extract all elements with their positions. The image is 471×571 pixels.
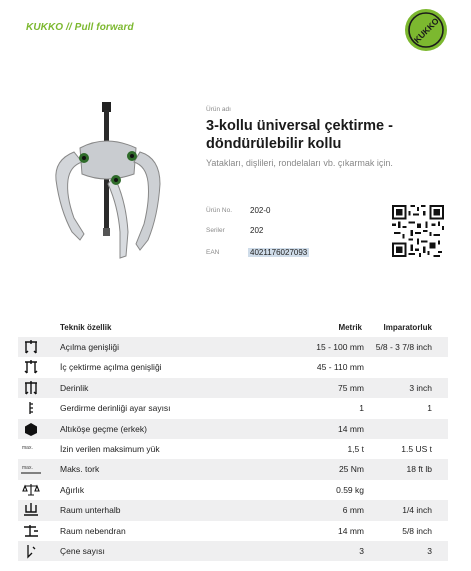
table-row [18, 357, 448, 377]
max-torque-icon: max. [22, 465, 33, 472]
space-beside-icon [22, 523, 40, 539]
spec-imperial: 3 [427, 545, 432, 556]
spec-metric: 0.59 kg [336, 484, 364, 495]
header-feature: Teknik özellik [60, 323, 112, 332]
spec-table-header [18, 319, 448, 337]
table-row [18, 541, 448, 561]
product-title: 3-kollu üniversal çektirme - döndürülebilir kollu [206, 118, 393, 152]
spec-metric: 3 [359, 545, 364, 556]
table-row [18, 439, 448, 459]
spec-metric: 6 mm [342, 505, 364, 516]
spec-metric: 45 - 110 mm [316, 362, 364, 373]
spec-name: Gerdirme derinliği ayar sayısı [60, 403, 171, 414]
series-label: Seriler [206, 227, 225, 234]
product-number-label: Ürün No. [206, 207, 233, 214]
product-name-label: Ürün adı [206, 106, 231, 113]
spec-name: İç çektirme açılma genişliği [60, 362, 162, 373]
scale-icon [22, 482, 40, 498]
spec-metric: 1,5 t [347, 443, 364, 454]
header-imperial: Imparatorluk [383, 323, 432, 332]
spec-imperial: 1 [427, 403, 432, 414]
spec-metric: 14 mm [338, 423, 364, 434]
ean-value: 4021176027093 [250, 248, 308, 257]
spec-imperial: 5/8 inch [402, 525, 432, 536]
jaw-count-icon [22, 543, 40, 559]
series-value: 202 [250, 226, 264, 235]
table-row [18, 459, 448, 479]
table-row [18, 337, 448, 357]
spec-imperial: 3 inch [409, 382, 432, 393]
spec-imperial: 1/4 inch [402, 505, 432, 516]
depth-adjust-icon [22, 400, 40, 416]
logo-text: KUKKO [411, 15, 441, 45]
hex-nut-icon [22, 421, 40, 437]
space-below-icon [22, 502, 40, 518]
spec-name: Altıköşe geçme (erkek) [60, 423, 147, 434]
table-row [18, 378, 448, 398]
spec-metric: 15 - 100 mm [316, 342, 364, 352]
spec-name: Derinlik [60, 382, 89, 393]
torque-line-icon [21, 471, 41, 475]
spec-imperial: 5/8 - 3 7/8 inch [375, 342, 432, 352]
inner-opening-icon [22, 359, 40, 375]
spec-name: Raum nebendran [60, 525, 126, 536]
table-row [18, 480, 448, 500]
spec-name: İzin verilen maksimum yük [60, 443, 160, 454]
table-row [18, 500, 448, 520]
spec-name: Maks. tork [60, 464, 100, 475]
max-load-icon: max. [22, 444, 33, 451]
spec-metric: 1 [359, 403, 364, 414]
header-metric: Metrik [338, 323, 362, 332]
spec-name: Çene sayısı [60, 545, 105, 556]
spec-name: Açılma genişliği [60, 342, 120, 352]
spec-table [18, 319, 448, 561]
product-subtitle: Yatakları, dişlileri, rondelaları vb. çıkarmak için. [206, 158, 393, 168]
spec-imperial: 18 ft lb [406, 464, 432, 475]
spec-metric: 25 Nm [338, 464, 364, 475]
product-number-value: 202-0 [250, 206, 271, 215]
table-row [18, 419, 448, 439]
depth-icon [22, 380, 40, 396]
table-row [18, 521, 448, 541]
spec-metric: 75 mm [338, 382, 364, 393]
spec-imperial: 1.5 US t [401, 443, 432, 454]
qr-code [392, 205, 444, 257]
spec-metric: 14 mm [338, 525, 364, 536]
brand-tagline: KUKKO // Pull forward [26, 22, 134, 33]
table-row [18, 398, 448, 418]
puller-product-image [44, 100, 172, 260]
spec-name: Raum unterhalb [60, 505, 121, 516]
spec-name: Ağırlık [60, 484, 85, 495]
jaw-opening-icon [22, 339, 40, 355]
ean-label: EAN [206, 249, 220, 256]
kukko-logo [404, 8, 448, 52]
